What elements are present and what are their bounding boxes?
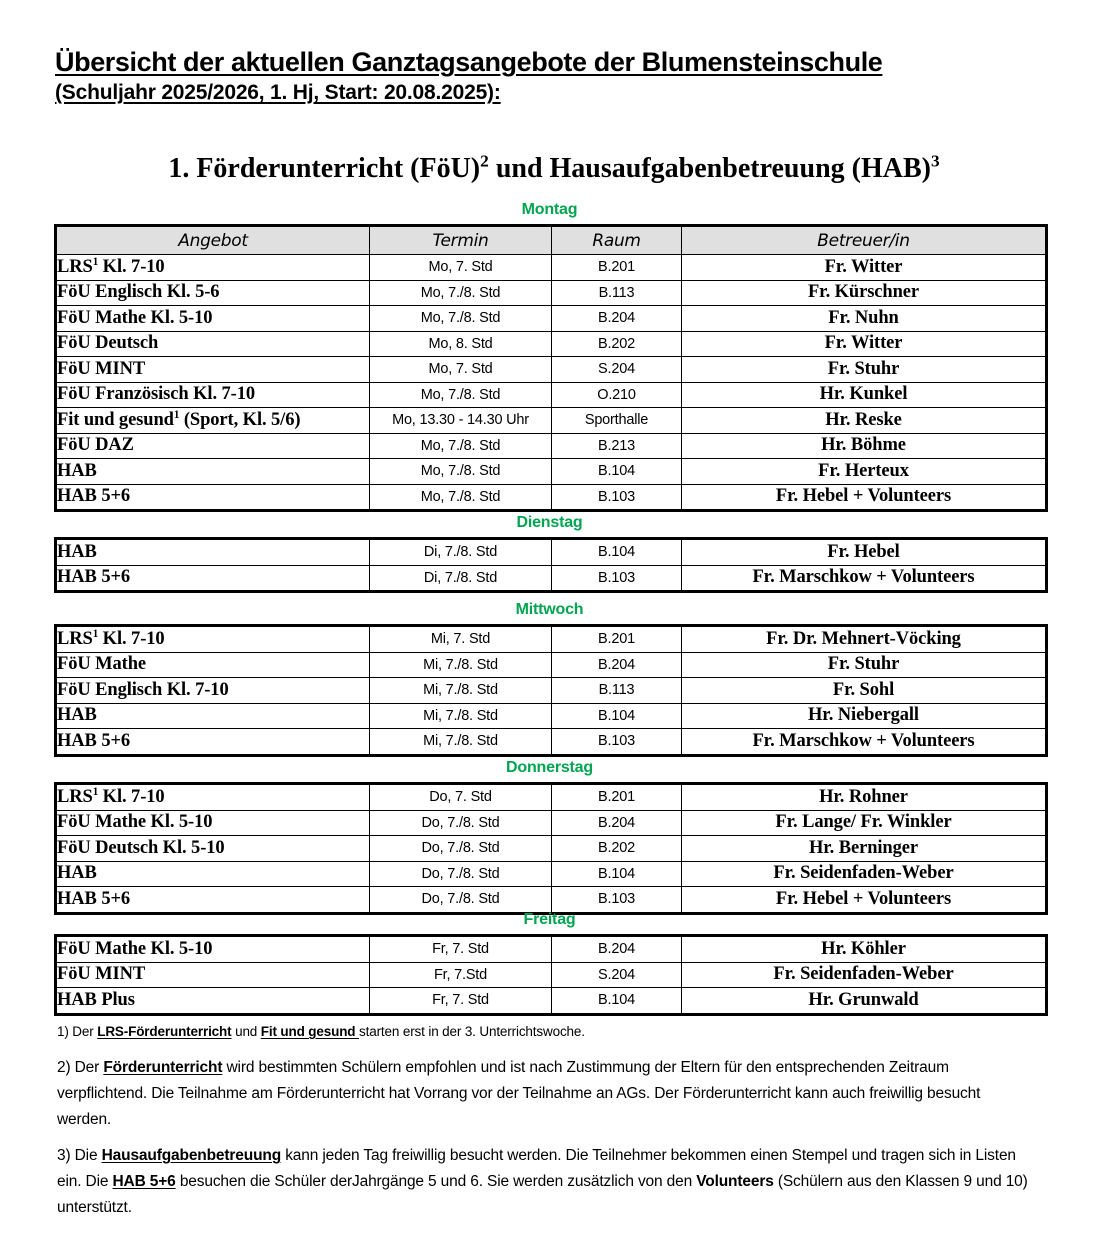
cell-betreuer: Fr. Lange/ Fr. Winkler [682,810,1047,836]
cell-angebot: HAB [56,703,370,729]
table-row [56,331,1047,357]
cell-angebot: HAB 5+6 [56,887,370,914]
cell-betreuer: Fr. Hebel + Volunteers [682,484,1047,511]
schedule-table [54,624,1048,757]
cell-angebot: LRS$^1$ Kl. 7-10 [56,784,370,811]
cell-betreuer: Fr. Dr. Mehnert-Vöcking [682,626,1047,653]
column-header-angebot: Angebot [56,226,370,255]
schedule-table [54,537,1048,593]
cell-angebot: FöU Mathe Kl. 5-10 [56,306,370,332]
table-row [56,459,1047,485]
table-row [56,357,1047,383]
cell-termin: Di, 7./8. Std [370,565,552,592]
cell-raum: B.104 [552,861,682,887]
section-heading-prefix: 1. Förderunterricht (FöU) [168,153,481,184]
cell-betreuer: Fr. Seidenfaden-Weber [682,962,1047,988]
cell-betreuer: Fr. Witter [682,255,1047,281]
day-section-montag [54,200,1045,512]
cell-angebot: FöU MINT [56,962,370,988]
cell-angebot: FöU Deutsch [56,331,370,357]
footnote-ref-2: 2 [480,151,489,171]
cell-termin: Mi, 7./8. Std [370,703,552,729]
table-row [56,433,1047,459]
table-row [56,565,1047,592]
cell-angebot: Fit und gesund$^1$ (Sport, Kl. 5/6) [56,408,370,434]
day-label: Freitag [523,911,576,928]
cell-termin: Do, 7./8. Std [370,836,552,862]
cell-raum: B.204 [552,652,682,678]
cell-raum: B.104 [552,459,682,485]
cell-raum: S.204 [552,962,682,988]
table-row [56,306,1047,332]
cell-angebot: FöU Französisch Kl. 7-10 [56,382,370,408]
day-section-dienstag [54,513,1045,593]
cell-termin: Di, 7./8. Std [370,539,552,566]
cell-termin: Mo, 7./8. Std [370,306,552,332]
cell-betreuer: Fr. Seidenfaden-Weber [682,861,1047,887]
cell-betreuer: Hr. Berninger [682,836,1047,862]
cell-termin: Mo, 7./8. Std [370,280,552,306]
schedule-table [54,224,1048,512]
table-row [56,861,1047,887]
cell-raum: B.204 [552,306,682,332]
table-row [56,484,1047,511]
cell-raum: S.204 [552,357,682,383]
cell-termin: Do, 7./8. Std [370,861,552,887]
title-block [55,46,1053,106]
cell-termin: Mo, 7. Std [370,357,552,383]
cell-betreuer: Fr. Stuhr [682,357,1047,383]
cell-angebot: HAB 5+6 [56,729,370,756]
cell-angebot: HAB [56,459,370,485]
cell-termin: Mo, 13.30 - 14.30 Uhr [370,408,552,434]
table-row [56,280,1047,306]
cell-angebot: HAB [56,861,370,887]
cell-termin: Do, 7./8. Std [370,887,552,914]
table-row [56,962,1047,988]
section-heading-middle: und Hausaufgabenbetreuung (HAB) [488,153,931,184]
cell-termin: Mo, 7./8. Std [370,433,552,459]
cell-raum: B.213 [552,433,682,459]
cell-angebot: FöU Mathe [56,652,370,678]
cell-raum: B.113 [552,678,682,704]
day-label: Donnerstag [506,759,593,776]
cell-angebot: FöU Mathe Kl. 5-10 [56,936,370,963]
cell-raum: B.103 [552,729,682,756]
cell-termin: Mo, 7. Std [370,255,552,281]
cell-betreuer: Fr. Hebel [682,539,1047,566]
cell-angebot: LRS$^1$ Kl. 7-10 [56,626,370,653]
cell-angebot: HAB Plus [56,988,370,1015]
day-label: Mittwoch [515,601,584,618]
footnote-ref-1: 1 [92,627,99,640]
cell-betreuer: Fr. Sohl [682,678,1047,704]
table-row [56,255,1047,281]
cell-raum: B.104 [552,988,682,1015]
cell-termin: Mo, 8. Std [370,331,552,357]
footnote-ref-1: 1 [92,255,99,268]
table-row [56,678,1047,704]
footnote-ref-1: 1 [173,408,180,421]
cell-raum: B.202 [552,836,682,862]
day-section-donnerstag [54,758,1045,915]
footnote-ref-1: 1 [92,785,99,798]
cell-angebot: FöU Mathe Kl. 5-10 [56,810,370,836]
page-title: Übersicht der aktuellen Ganztagsangebote der Blumensteinschule [55,47,883,77]
footnote-2: 2) Der Förderunterricht wird bestimmten Schülern empfohlen und ist nach Zustimmung der Eltern für den entsprechenden Zeitraum verpflichtend. Die Teilnahme am Förderunterricht hat Vorrang vor der Teilnahme an AGs. Der Förderunterricht kann auch freiwillig besucht werden. [57,1059,981,1128]
cell-raum: B.113 [552,280,682,306]
cell-termin: Do, 7./8. Std [370,810,552,836]
table-row [56,382,1047,408]
table-row [56,936,1047,963]
cell-betreuer: Fr. Witter [682,331,1047,357]
cell-raum: B.201 [552,255,682,281]
table-row [56,626,1047,653]
cell-termin: Mi, 7./8. Std [370,678,552,704]
cell-termin: Fr, 7. Std [370,936,552,963]
cell-angebot: FöU MINT [56,357,370,383]
cell-betreuer: Hr. Köhler [682,936,1047,963]
cell-termin: Do, 7. Std [370,784,552,811]
column-header-raum: Raum [552,226,682,255]
footnote-3: 3) Die Hausaufgabenbetreuung kann jeden Tag freiwillig besucht werden. Die Teilnehmer bekommen einen Stempel und tragen sich in Listen ein. Die HAB 5+6 besuchen die Schüler derJahrgänge 5 und 6. Sie werden zusätzlich von den Volunteers (Schülern aus den Klassen 9 und 10) unterstützt. [57,1147,1028,1216]
cell-termin: Mo, 7./8. Std [370,484,552,511]
footnote-1: 1) Der LRS-Förderunterricht und Fit und gesund starten erst in der 3. Unterrichtswoche. [57,1024,585,1039]
footnotes [57,1022,1037,1231]
cell-betreuer: Hr. Böhme [682,433,1047,459]
cell-termin: Mi, 7. Std [370,626,552,653]
column-header-betreuer-in: Betreuer/in [682,226,1047,255]
table-header-row [56,226,1047,255]
cell-betreuer: Hr. Niebergall [682,703,1047,729]
table-row [56,729,1047,756]
cell-angebot: FöU Englisch Kl. 5-6 [56,280,370,306]
cell-raum: B.103 [552,565,682,592]
cell-angebot: HAB 5+6 [56,484,370,511]
page-subtitle: (Schuljahr 2025/2026, 1. Hj, Start: 20.08.2025): [55,81,501,104]
cell-termin: Fr, 7.Std [370,962,552,988]
cell-raum: B.103 [552,484,682,511]
table-row [56,784,1047,811]
cell-betreuer: Hr. Kunkel [682,382,1047,408]
cell-betreuer: Fr. Herteux [682,459,1047,485]
cell-raum: B.104 [552,539,682,566]
footnote-ref-3: 3 [930,151,940,171]
section-heading [0,152,1108,186]
cell-termin: Mi, 7./8. Std [370,652,552,678]
cell-raum: B.104 [552,703,682,729]
cell-betreuer: Fr. Nuhn [682,306,1047,332]
cell-termin: Fr, 7. Std [370,988,552,1015]
schedule-table [54,934,1048,1016]
cell-betreuer: Fr. Hebel + Volunteers [682,887,1047,914]
cell-raum: B.204 [552,936,682,963]
table-row [56,836,1047,862]
cell-raum: B.201 [552,784,682,811]
day-section-freitag [54,910,1045,1016]
cell-termin: Mo, 7./8. Std [370,459,552,485]
cell-raum: B.204 [552,810,682,836]
table-row [56,810,1047,836]
cell-angebot: FöU Englisch Kl. 7-10 [56,678,370,704]
table-row [56,988,1047,1015]
cell-betreuer: Fr. Kürschner [682,280,1047,306]
table-row [56,539,1047,566]
cell-raum: B.103 [552,887,682,914]
table-row [56,652,1047,678]
cell-raum: B.201 [552,626,682,653]
cell-termin: Mo, 7./8. Std [370,382,552,408]
cell-angebot: HAB [56,539,370,566]
cell-betreuer: Fr. Stuhr [682,652,1047,678]
cell-betreuer: Hr. Rohner [682,784,1047,811]
cell-angebot: HAB 5+6 [56,565,370,592]
cell-termin: Mi, 7./8. Std [370,729,552,756]
day-label: Dienstag [516,514,583,531]
cell-betreuer: Hr. Grunwald [682,988,1047,1015]
table-row [56,703,1047,729]
day-label: Montag [521,201,578,218]
column-header-termin: Termin [370,226,552,255]
cell-betreuer: Hr. Reske [682,408,1047,434]
cell-raum: B.202 [552,331,682,357]
cell-angebot: FöU DAZ [56,433,370,459]
table-row [56,408,1047,434]
cell-betreuer: Fr. Marschkow + Volunteers [682,565,1047,592]
cell-raum: O.210 [552,382,682,408]
cell-angebot: LRS$^1$ Kl. 7-10 [56,255,370,281]
cell-betreuer: Fr. Marschkow + Volunteers [682,729,1047,756]
schedule-table [54,782,1048,915]
day-section-mittwoch [54,600,1045,757]
cell-raum: Sporthalle [552,408,682,434]
cell-angebot: FöU Deutsch Kl. 5-10 [56,836,370,862]
